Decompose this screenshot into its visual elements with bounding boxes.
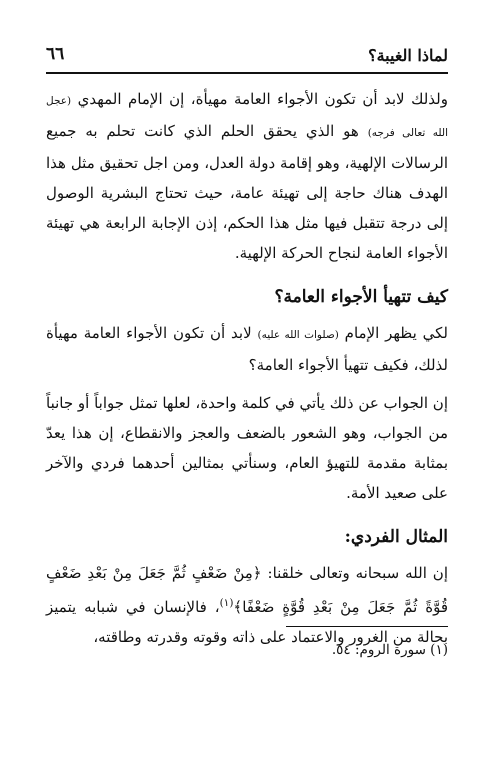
paragraph-1-text-a: ولذلك لابد أن تكون الأجواء العامة مهيأة، إن الإمام المهدي: [77, 90, 448, 108]
section-heading-2: المثال الفردي:: [344, 527, 448, 547]
paragraph-3: إن الجواب عن ذلك يأتي في كلمة واحدة، لعلها تمثل جواباً أو جانباً من الجواب، وهو الشعور بالضعف والعجز والانقطاع، إن هذا يعدّ بمثابة مقدمة للتهيؤ العام، وسنأتي بمثالين أحدهما فردي والآخر على صعيد الأمة.: [46, 394, 448, 502]
paragraph-1-text-b: هو الذي يحقق الحلم الذي كانت تحلم به جميع الرسالات الإلهية، وهو إقامة دولة العدل، ومن اجل تحقيق مثل هذا الهدف هناك حاجة إلى تهيئة عامة، حيث تحتاج البشرية الوصول إلى درجة تتقبل فيها مثل هذا الحكم، إذن الإجابة الرابعة هي تهيئة الأجواء العامة لنجاح الحركة الإلهية.: [46, 122, 448, 262]
paragraph-4: [46, 558, 448, 652]
footnote: (١) سورة الروم: ٥٤.: [331, 642, 448, 658]
footnote-ref: (١): [219, 597, 234, 609]
running-title: لماذا الغيبة؟: [368, 46, 448, 65]
page-body: [46, 84, 448, 652]
paragraph-4-text-a: إن الله سبحانه وتعالى خلقنا:: [267, 564, 448, 582]
paragraph-2: [46, 318, 448, 380]
page-number: ٦٦: [46, 44, 65, 64]
section-heading-1: كيف تتهيأ الأجواء العامة؟: [274, 287, 448, 307]
honorific-2: (صلوات الله عليه): [257, 329, 339, 341]
honorific-1: (عجل الله تعالى فرجه): [46, 95, 448, 139]
page-header: [46, 40, 448, 74]
paragraph-2-text-b: لابد أن تكون الأجواء العامة مهيأة لذلك، فكيف تتهيأ الأجواء العامة؟: [46, 324, 448, 374]
quran-verse: ﴿مِنْ ضَعْفٍ ثُمَّ جَعَلَ مِنْ بَعْدِ ضَعْفٍ قُوَّةً ثُمَّ جَعَلَ مِنْ بَعْدِ قُوَّةٍ ضَعْفًا﴾: [46, 564, 448, 616]
footnote-divider: [286, 626, 448, 627]
paragraph-4-text-b: ، فالإنسان في شبابه يتميز بحالة من الغرور والاعتماد على ذاته وقوته وقدرته وطاقته،: [46, 598, 448, 646]
paragraph-2-text-a: لكي يظهر الإمام: [344, 324, 448, 342]
paragraph-1: [46, 84, 448, 268]
